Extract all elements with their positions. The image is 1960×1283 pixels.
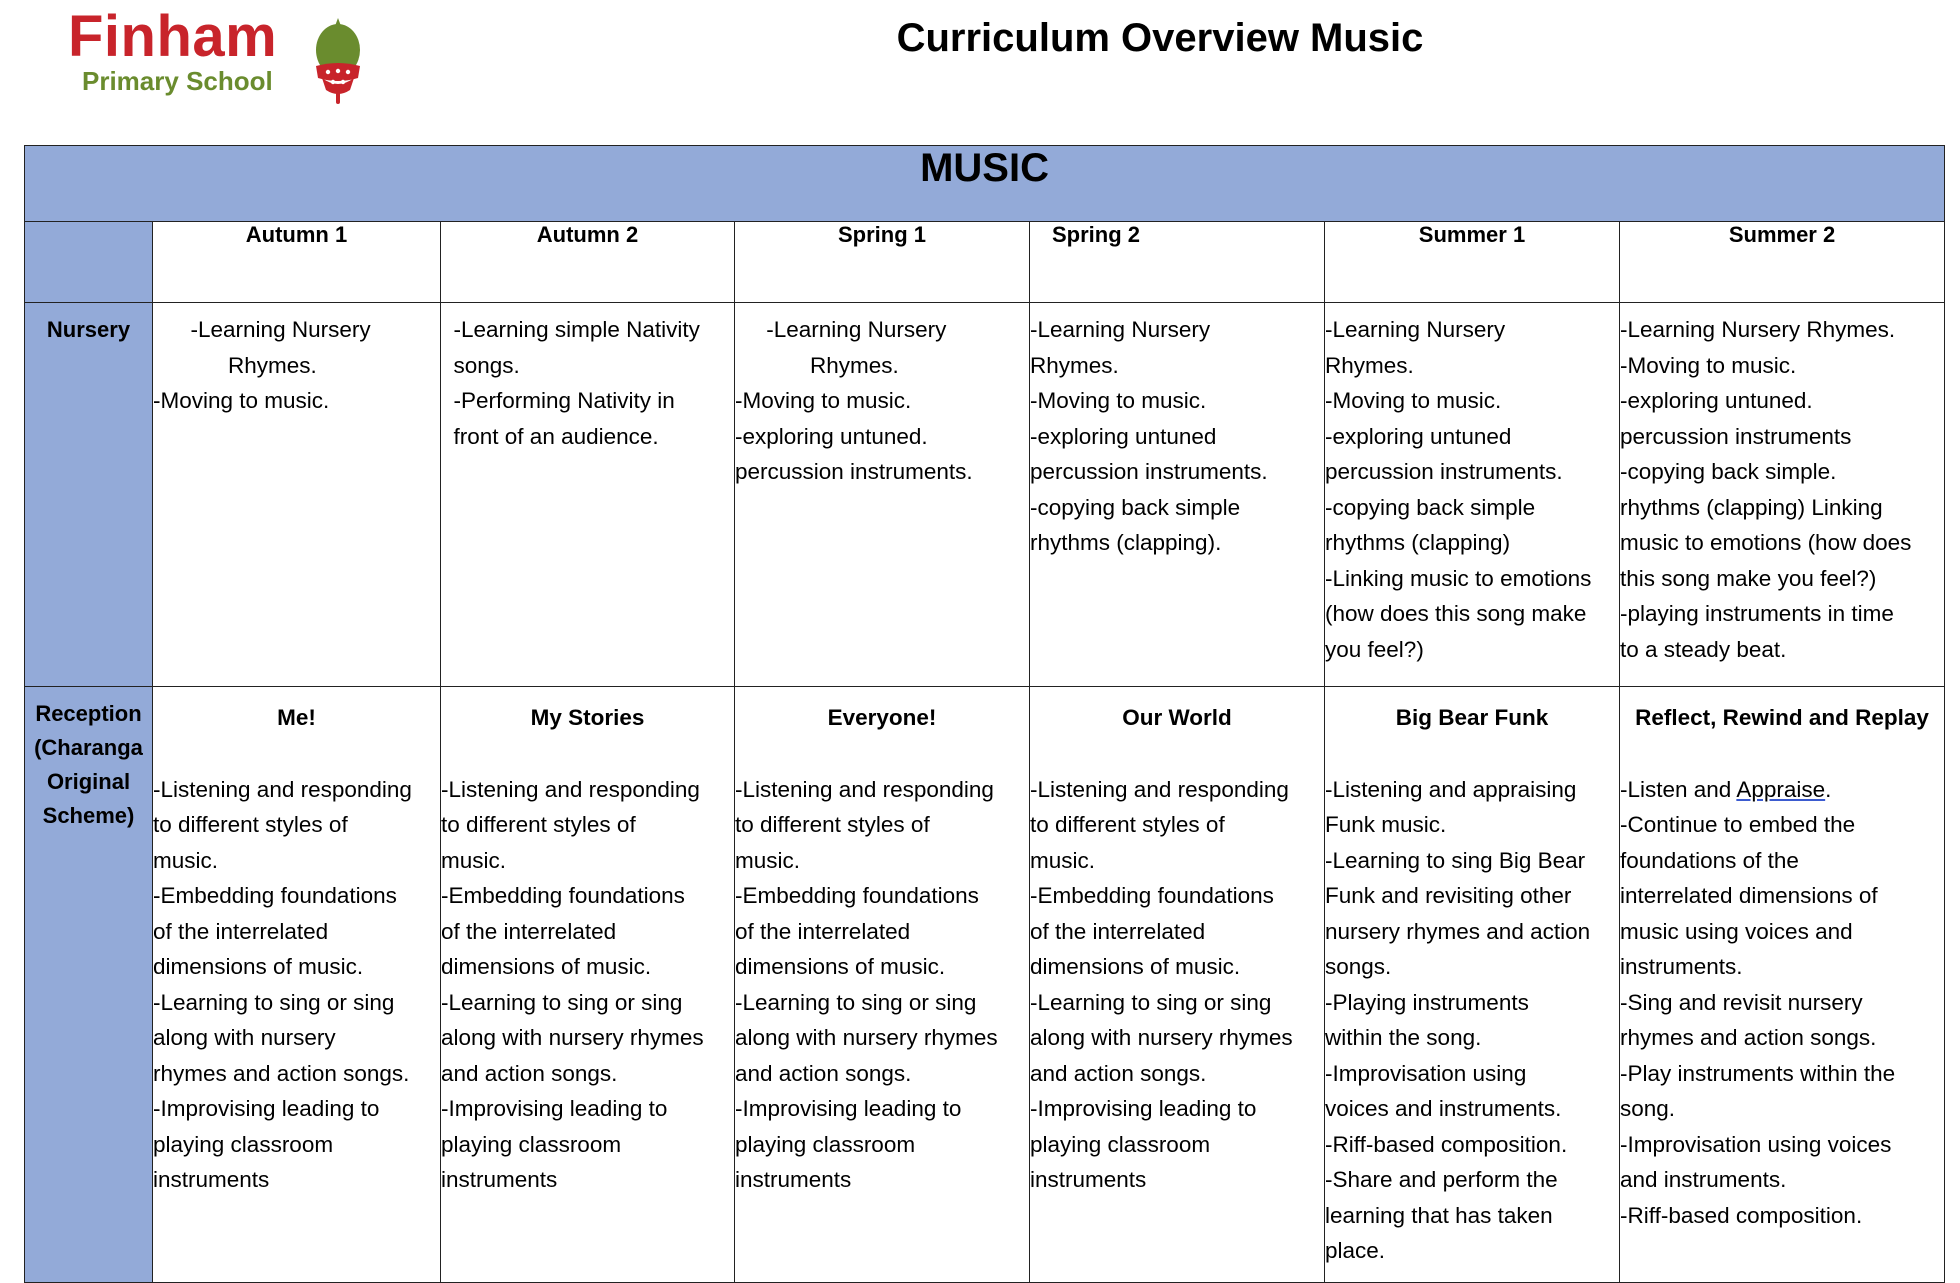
reception-cell <box>1620 687 1945 1283</box>
cell-text-line: playing classroom <box>735 1131 916 1157</box>
cell-text-line: -Riff-based composition. <box>1325 1131 1568 1157</box>
cell-text-line: music. <box>1030 847 1096 873</box>
nursery-cell <box>735 303 1030 687</box>
cell-text-line: music using voices and <box>1620 918 1853 944</box>
cell-text-line: nursery rhymes and action <box>1325 918 1591 944</box>
cell-text-line: -Embedding foundations <box>153 883 397 908</box>
cell-text-line: to a steady beat. <box>1620 636 1787 662</box>
cell-text-line: -copying back simple. <box>1620 459 1837 484</box>
cell-text-line: -copying back simple <box>1325 494 1536 520</box>
unit-title: Everyone! <box>827 705 937 730</box>
cell-text-line: -Listening and appraising <box>1325 776 1577 802</box>
unit-title: My Stories <box>530 705 645 730</box>
cell-text-line: -exploring untuned. <box>735 423 928 449</box>
page-title: Curriculum Overview Music <box>896 16 1424 60</box>
cell-text-line: playing classroom <box>153 1131 334 1157</box>
cell-text-line: instruments <box>153 1167 270 1192</box>
cell-text-line: rhythms (clapping). <box>1030 530 1222 555</box>
reception-cell <box>441 687 735 1283</box>
cell-text-line: playing classroom <box>1030 1131 1211 1157</box>
cell-text-line: -Learning Nursery Rhymes. <box>1620 317 1896 342</box>
cell-text-line: -Learning to sing Big Bear <box>1325 847 1586 873</box>
cell-text-line: percussion instruments. <box>1325 459 1563 484</box>
cell-text-line: -Learning Nursery <box>153 317 371 342</box>
cell-text-line: Rhymes. <box>153 352 317 378</box>
cell-text-line: instruments. <box>1620 954 1743 979</box>
cell-text-line: dimensions of music. <box>441 954 652 979</box>
cell-text-line: music. <box>153 847 219 873</box>
school-name: Finham <box>68 4 278 69</box>
reception-cell <box>1325 687 1620 1283</box>
term-header: Spring 1 <box>735 222 1030 303</box>
cell-text-line: -Moving to music. <box>735 388 912 413</box>
reception-cell <box>153 687 441 1283</box>
cell-text-line: -Play instruments within the <box>1620 1060 1896 1086</box>
cell-text-line: -Learning Nursery <box>1030 317 1211 342</box>
reception-row <box>25 687 1945 1283</box>
cell-text-line: to different styles of <box>153 812 348 837</box>
cell-text-line: along with nursery <box>153 1025 336 1050</box>
term-header: Autumn 2 <box>441 222 735 303</box>
cell-text-line: -Improvising leading to <box>1030 1096 1257 1121</box>
curriculum-table <box>24 145 1945 1283</box>
term-header-row <box>25 222 1945 303</box>
cell-text-line: -Learning Nursery <box>1325 317 1506 342</box>
cell-text-line: Rhymes. <box>1325 352 1414 378</box>
cell-text-line: Funk music. <box>1325 812 1447 837</box>
unit-title: Me! <box>277 705 316 730</box>
nursery-cell <box>1620 303 1945 687</box>
cell-text-line: percussion instruments. <box>735 459 973 484</box>
cell-text-line: Funk and revisiting other <box>1325 883 1572 908</box>
cell-text-line: -Playing instruments <box>1325 989 1529 1015</box>
cell-text-line: rhythms (clapping) Linking <box>1620 494 1883 520</box>
cell-text-line: songs. <box>441 352 520 378</box>
cell-text-line: -Improvisation using <box>1325 1060 1527 1086</box>
unit-title: Big Bear Funk <box>1395 705 1549 730</box>
cell-text-line: music. <box>735 847 801 873</box>
cell-text-line: -Improvising leading to <box>441 1096 668 1121</box>
cell-text-line: of the interrelated <box>1030 918 1206 944</box>
term-header: Autumn 1 <box>153 222 441 303</box>
cell-text-line: Rhymes. <box>735 352 899 378</box>
cell-text-line: percussion instruments <box>1620 423 1852 449</box>
cell-text-line: this song make you feel?) <box>1620 565 1877 591</box>
cell-text-line: rhythms (clapping) <box>1325 530 1511 555</box>
school-subtitle: Primary School <box>82 66 273 96</box>
cell-text-line: you feel?) <box>1325 636 1424 662</box>
cell-text-line: -Learning Nursery <box>735 317 947 342</box>
nursery-row <box>25 303 1945 687</box>
cell-text-line: -exploring untuned. <box>1620 388 1813 413</box>
reception-cell <box>735 687 1030 1283</box>
cell-text-line: -Moving to music. <box>1030 388 1207 413</box>
cell-text-line: along with nursery rhymes <box>1030 1025 1293 1050</box>
reception-cell <box>1030 687 1325 1283</box>
cell-text-line: instruments <box>735 1167 852 1192</box>
cell-text-line: -Learning to sing or sing <box>153 989 395 1015</box>
nursery-cell <box>1325 303 1620 687</box>
row-label-reception: Reception (Charanga Original Scheme) <box>25 687 153 1283</box>
cell-text-line: voices and instruments. <box>1325 1096 1562 1121</box>
cell-text-line: -exploring untuned <box>1030 423 1217 449</box>
cell-text-line: -Continue to embed the <box>1620 812 1856 837</box>
cell-text-line: and action songs. <box>1030 1060 1207 1086</box>
cell-text-line: dimensions of music. <box>1030 954 1241 979</box>
cell-text-line: -Embedding foundations <box>735 883 979 908</box>
cell-text-line: -Embedding foundations <box>1030 883 1274 908</box>
cell-text-line: -copying back simple <box>1030 494 1241 520</box>
term-header: Summer 1 <box>1325 222 1620 303</box>
cell-text-line: -Improvising leading to <box>153 1096 380 1121</box>
cell-text-line: -Linking music to emotions <box>1325 565 1592 591</box>
cell-text-line: -Listen and Appraise. <box>1620 776 1832 802</box>
cell-text-line: -Sing and revisit nursery <box>1620 989 1863 1015</box>
subject-header-row <box>25 146 1945 222</box>
cell-text-line: -Listening and responding <box>735 776 994 802</box>
cell-text-line: Rhymes. <box>1030 352 1119 378</box>
cell-text-line: -Learning simple Nativity <box>441 317 700 342</box>
cell-text-line: -Listening and responding <box>153 776 412 802</box>
cell-text-line: learning that has taken <box>1325 1202 1553 1228</box>
cell-text-line: instruments <box>441 1167 558 1192</box>
cell-text-line: along with nursery rhymes <box>735 1025 998 1050</box>
cell-text-line: front of an audience. <box>441 423 659 449</box>
cell-text-line: songs. <box>1325 954 1392 979</box>
cell-text-line: -Moving to music. <box>1620 352 1797 378</box>
nursery-cell <box>153 303 441 687</box>
cell-text-line: music. <box>441 847 507 873</box>
cell-text-line: dimensions of music. <box>153 954 364 979</box>
cell-text-line: foundations of the <box>1620 847 1799 873</box>
cell-text-line: -Riff-based composition. <box>1620 1202 1863 1228</box>
cell-text-line: song. <box>1620 1096 1676 1121</box>
unit-title: Reflect, Rewind and Replay <box>1635 705 1929 730</box>
cell-text-line: -exploring untuned <box>1325 423 1512 449</box>
corner-cell <box>25 222 153 303</box>
school-logo <box>64 4 374 102</box>
unit-title: Our World <box>1122 705 1232 730</box>
cell-text-line: -Moving to music. <box>153 388 330 413</box>
term-header: Spring 2 <box>1030 222 1325 303</box>
nursery-cell <box>441 303 735 687</box>
cell-text-line: (how does this song make <box>1325 601 1587 626</box>
row-label-nursery: Nursery <box>25 303 153 687</box>
cell-text-line: percussion instruments. <box>1030 459 1268 484</box>
cell-text-line: -Embedding foundations <box>441 883 685 908</box>
cell-text-line: and instruments. <box>1620 1167 1787 1192</box>
cell-text-line: to different styles of <box>1030 812 1225 837</box>
cell-text-line: -Learning to sing or sing <box>735 989 977 1015</box>
cell-text-line: -playing instruments in time <box>1620 601 1894 626</box>
cell-text-line: along with nursery rhymes <box>441 1025 704 1050</box>
cell-text-line: -Improvisation using voices <box>1620 1131 1892 1157</box>
cell-text-line: -Moving to music. <box>1325 388 1502 413</box>
cell-text-line: playing classroom <box>441 1131 622 1157</box>
cell-text-line: of the interrelated <box>735 918 911 944</box>
cell-text-line: and action songs. <box>441 1060 618 1086</box>
cell-text-line: -Learning to sing or sing <box>1030 989 1272 1015</box>
cell-text-line: -Listening and responding <box>441 776 700 802</box>
cell-text-line: of the interrelated <box>153 918 329 944</box>
cell-text-line: -Listening and responding <box>1030 776 1289 802</box>
cell-text-line: instruments <box>1030 1167 1147 1192</box>
cell-text-line: within the song. <box>1325 1025 1482 1050</box>
cell-text-line: to different styles of <box>441 812 636 837</box>
cell-text-line: -Learning to sing or sing <box>441 989 683 1015</box>
cell-text-line: music to emotions (how does <box>1620 530 1912 555</box>
cell-text-line: dimensions of music. <box>735 954 946 979</box>
cell-text-line: place. <box>1325 1238 1386 1263</box>
cell-text-line: -Improvising leading to <box>735 1096 962 1121</box>
cell-text-line: of the interrelated <box>441 918 617 944</box>
cell-text-line: -Performing Nativity in <box>441 388 675 413</box>
cell-text-line: and action songs. <box>735 1060 912 1086</box>
cell-text-line: interrelated dimensions of <box>1620 883 1878 908</box>
cell-text-line: rhymes and action songs. <box>1620 1025 1877 1050</box>
subject-title: MUSIC <box>25 146 1945 222</box>
cell-text-line: -Share and perform the <box>1325 1167 1558 1192</box>
cell-text-line: to different styles of <box>735 812 930 837</box>
nursery-cell <box>1030 303 1325 687</box>
cell-text-line: rhymes and action songs. <box>153 1060 410 1086</box>
term-header: Summer 2 <box>1620 222 1945 303</box>
acorn-icon <box>308 14 368 104</box>
